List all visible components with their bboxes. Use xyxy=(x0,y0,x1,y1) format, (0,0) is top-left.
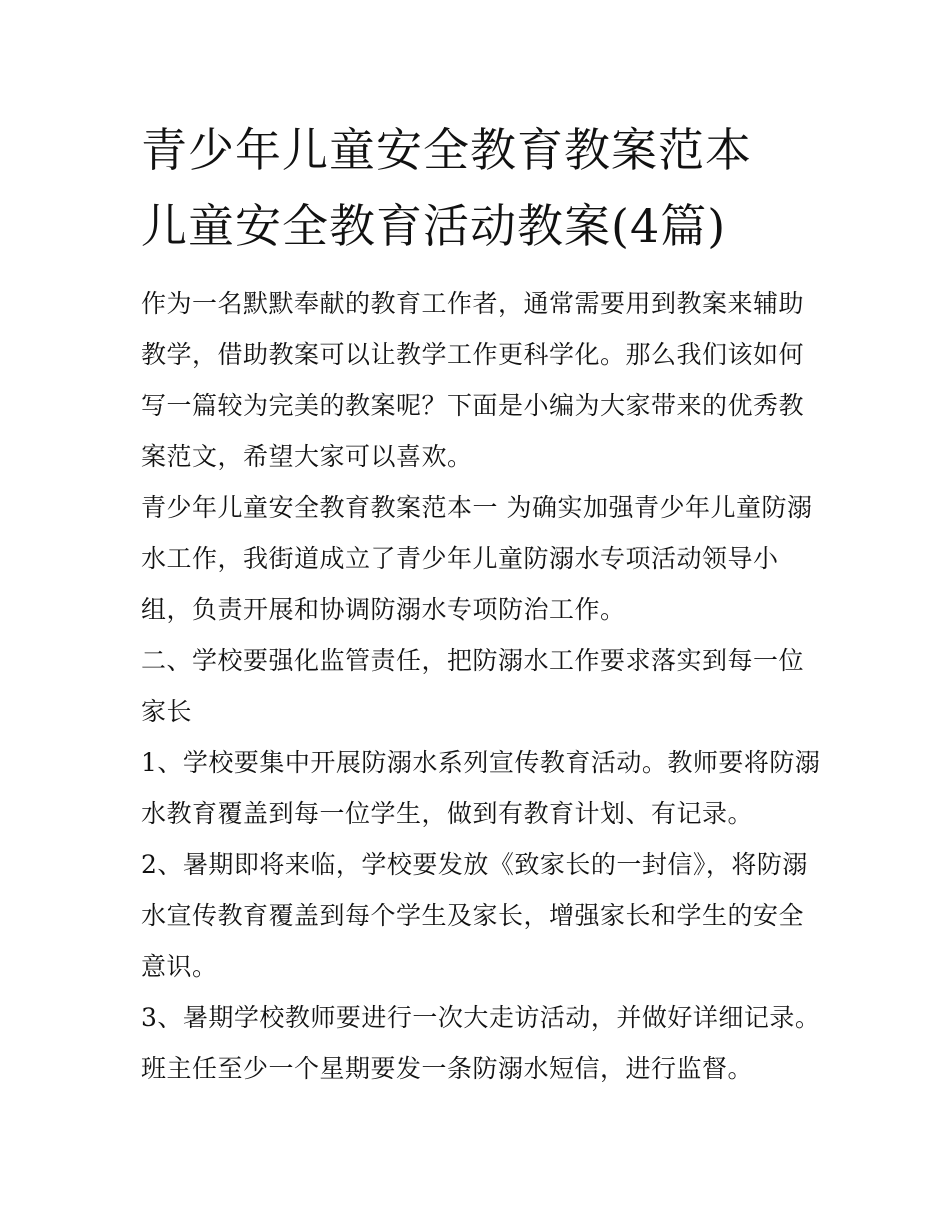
heading-paragraph: 二、学校要强化监管责任，把防溺水工作要求落实到每一位家长 xyxy=(141,646,805,726)
intro-paragraph: 作为一名默默奉献的教育工作者，通常需要用到教案来辅助教学，借助教案可以让教学工作更科学化。那么我们该如何写一篇较为完美的教案呢？下面是小编为大家带来的优秀教案范文，希望大家可以喜欢。 xyxy=(141,289,805,471)
list-item-2: 2、暑期即将来临，学校要发放《致家长的一封信》，将防溺水宣传教育覆盖到每个学生及家长，增强家长和学生的安全意识。 xyxy=(141,850,808,981)
document-page xyxy=(141,112,821,1094)
section-one-paragraph: 青少年儿童安全教育教案范本一 为确实加强青少年儿童防溺水工作，我街道成立了青少年儿童防溺水专项活动领导小组，负责开展和协调防溺水专项防治工作。 xyxy=(141,493,813,624)
title-line-2: 儿童安全教育活动教案(4篇) xyxy=(141,199,727,253)
list-item-1: 1、学校要集中开展防溺水系列宣传教育活动。教师要将防溺水教育覆盖到每一位学生，做到有教育计划、有记录。 xyxy=(141,748,821,828)
document-body xyxy=(141,278,821,1094)
title-line-1: 青少年儿童安全教育教案范本 xyxy=(141,123,752,177)
list-item-3: 3、暑期学校教师要进行一次大走访活动，并做好详细记录。班主任至少一个星期要发一条防溺水短信，进行监督。 xyxy=(141,1003,821,1083)
document-title xyxy=(141,112,821,264)
